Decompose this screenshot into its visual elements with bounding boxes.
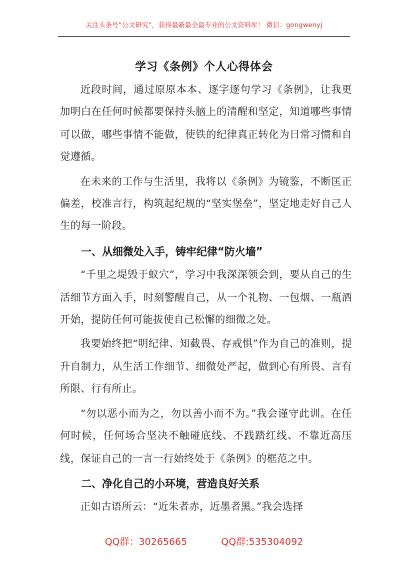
- document-title: 学习《条例》个人心得体会: [135, 60, 273, 73]
- header-promo-note: 关注头条号“公文研究”，获得最新最全最专业的公文资料库！ 微信：gongwenyj: [85, 21, 323, 29]
- header-divider: [58, 36, 350, 37]
- section-heading-1: 一、从细微处入手，铸牢纪律“防火墙”: [81, 245, 263, 258]
- paragraph-environment: 正如古语所云：“近朱者赤，近墨者黑。”我会选择: [80, 502, 304, 514]
- paragraph-future: 在未来的工作与生活里，我将以《条例》为镜鉴，不断匡正偏差，校准言行，构筑起纪规的“坚实堡垒”，坚定地走好自己人生的每一阶段。: [60, 176, 352, 233]
- paragraph-details: “千里之堤毁于蚁穴”，学习中我深深领会到，要从自己的生活细节方面入手，时刻警醒自己，从一个礼物、一包烟、一瓶酒开始，提防任何可能拔使自己松懈的细微之处。: [60, 270, 352, 327]
- document-body: [60, 80, 352, 522]
- paragraph-principles: 我要始终把“明纪律、知截畏、存戒惧”作为自己的准则，提升自制力，从生活工作细节、细微处严起，做到心有所畏、言有所限、行有所止。: [60, 339, 352, 396]
- paragraph-motto: “勿以恶小而为之，勿以善小而不为。”我会谨守此训。在任何时候，任何场合坚决不触碰底线、不践踏红线、不靠近高压线，保证自己的一言一行始终处于《条例》的框范之中。: [60, 408, 352, 465]
- section-heading-2: 二、净化自己的小环境，营造良好关系: [81, 477, 260, 490]
- footer-qq-group-1: QQ群：30265665: [104, 537, 188, 548]
- footer-qq-groups: [0, 534, 408, 548]
- paragraph-intro: 近段时间，通过原原本本、逐字逐句学习《条例》，让我更加明白在任何时候都要保持头脑上的清醒和坚定，知道哪些事情可以做，哪些事情不能做，使铁的纪律真正转化为日常习惯和自觉遵循。: [60, 85, 352, 164]
- footer-qq-group-2: QQ群:535304092: [221, 537, 304, 548]
